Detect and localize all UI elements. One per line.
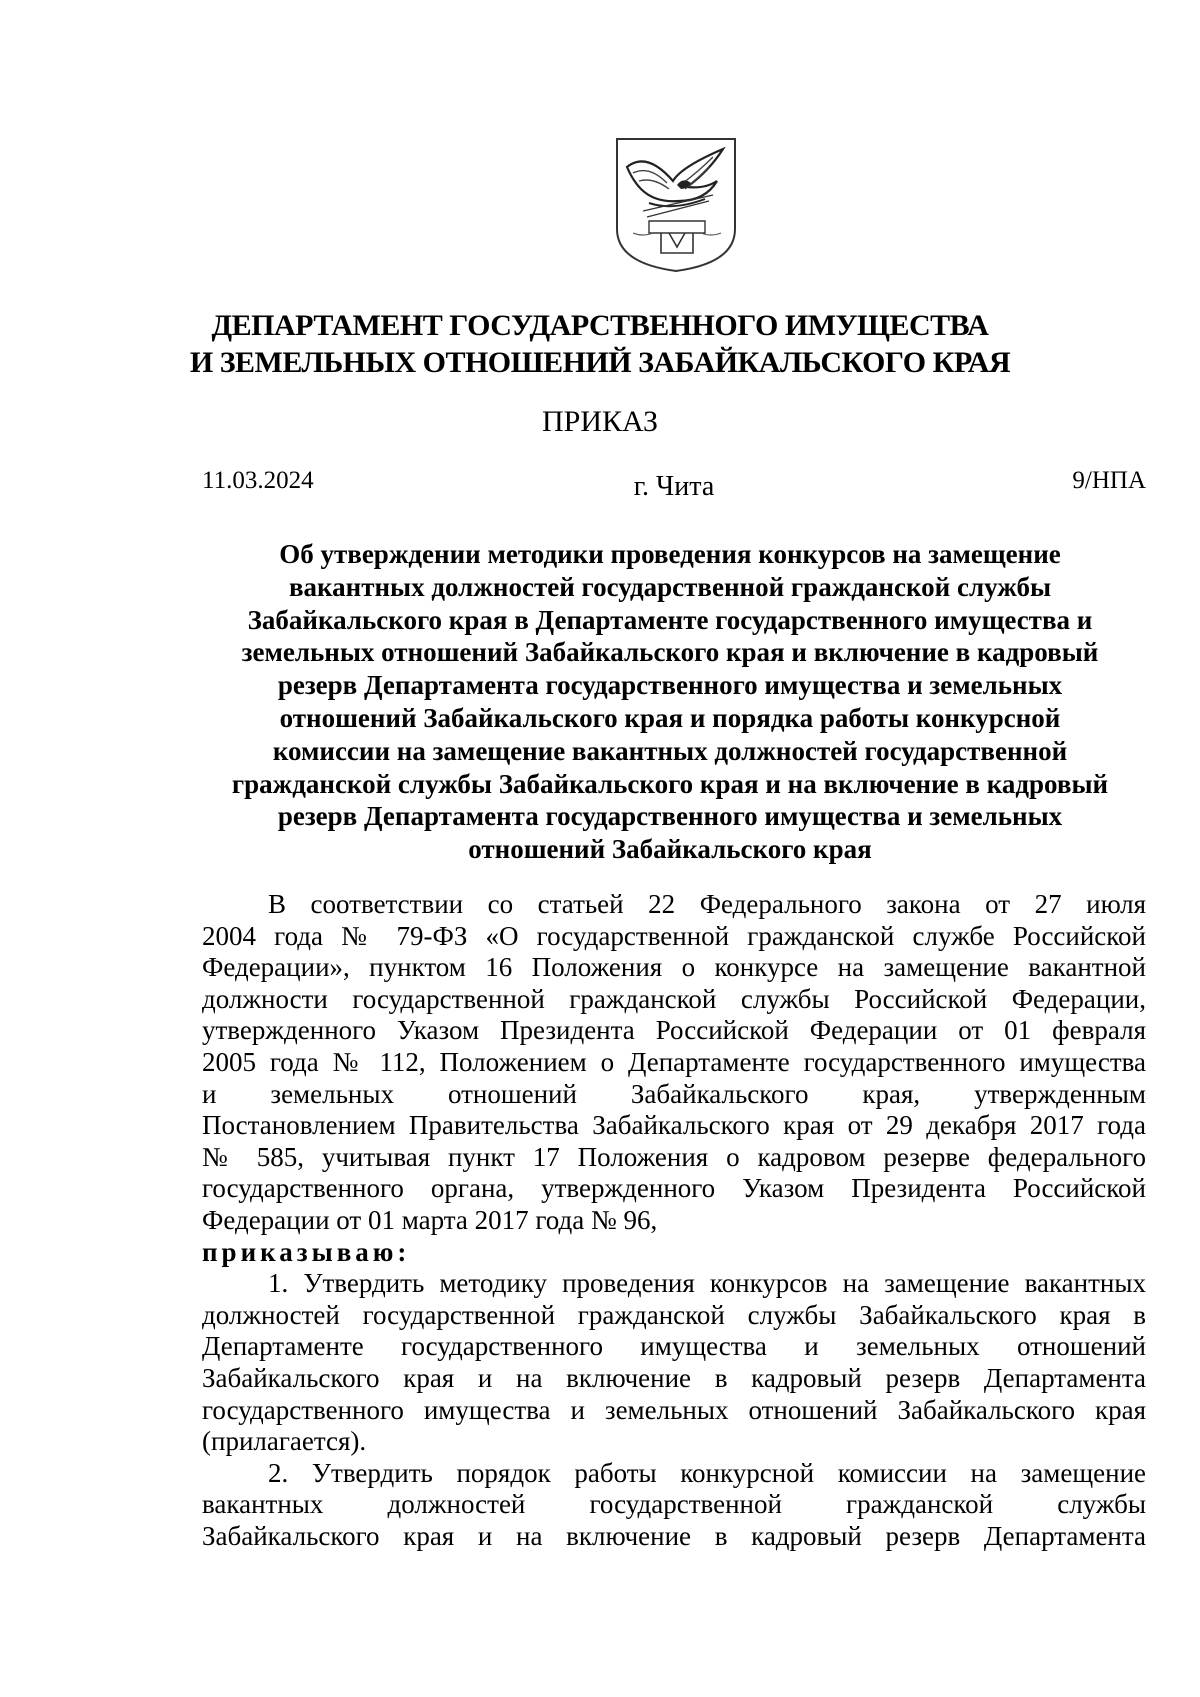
document-body [202,889,1146,1552]
preamble-line: и земельных отношений Забайкальского края, утвержденным [202,1078,1146,1109]
item-line: Забайкальского края и на включение в кадровый резерв Департамента [202,1362,1146,1393]
item-line: государственного имущества и земельных отношений Забайкальского края [202,1394,1146,1425]
preamble-line: государственного органа, утвержденного Указом Президента Российской [202,1173,1146,1204]
order-item-2 [202,1458,1146,1553]
document-type: ПРИКАЗ [542,405,658,438]
document-date: 11.03.2024 [202,467,314,494]
item-line: (прилагается). [202,1426,367,1457]
order-item-1 [202,1268,1146,1458]
department-title-line: ДЕПАРТАМЕНТ ГОСУДАРСТВЕННОГО ИМУЩЕСТВА [211,309,989,342]
coat-of-arms-icon [613,137,739,273]
subject-line: отношений Забайкальского края [468,834,872,865]
preamble-line: № 585, учитывая пункт 17 Положения о кадровом резерве федерального [202,1141,1146,1172]
subject-line: отношений Забайкальского края и порядка работы конкурсной [279,702,1061,733]
department-title [0,307,1200,381]
subject-line: резерв Департамента государственного имущества и земельных [277,670,1063,701]
preamble-line: В соответствии со статьей 22 Федерального закона от 27 июля [268,889,1146,919]
item-line: Забайкальского края и на включение в кадровый резерв Департамента [202,1520,1146,1551]
preamble-paragraph [202,889,1146,1237]
subject-line: вакантных должностей государственной гражданской службы [288,571,1052,602]
preamble-line: Федерации от 01 марта 2017 года № 96, [202,1204,658,1235]
document-subject [190,538,1150,866]
document-meta-row [202,467,1146,503]
document-city: г. Чита [633,471,715,502]
subject-line: комиссии на замещение вакантных должностей государственной [272,735,1068,766]
preamble-line: Постановлением Правительства Забайкальского края от 29 декабря 2017 года [202,1110,1146,1141]
order-verb: приказываю: [202,1236,411,1267]
subject-line: резерв Департамента государственного имущества и земельных [277,801,1063,832]
preamble-line: Федерации», пунктом 16 Положения о конкурсе на замещение вакантной [202,952,1146,983]
item-line: Департаменте государственного имущества и земельных отношений [202,1331,1146,1362]
subject-line: Забайкальского края в Департаменте государственного имущества и [247,604,1093,635]
document-number: 9/НПА [1072,467,1146,494]
item-line: вакантных должностей государственной гражданской службы [202,1489,1146,1520]
subject-line: земельных отношений Забайкальского края и включение в кадровый [241,637,1099,668]
preamble-line: 2004 года № 79-ФЗ «О государственной гражданской службе Российской [202,920,1146,951]
subject-line: Об утверждении методики проведения конкурсов на замещение [279,539,1061,569]
preamble-line: должности государственной гражданской службы Российской Федерации, [202,983,1146,1014]
department-title-line: И ЗЕМЕЛЬНЫХ ОТНОШЕНИЙ ЗАБАЙКАЛЬСКОГО КРАЯ [189,346,1011,379]
subject-line: гражданской службы Забайкальского края и на включение в кадровый [231,768,1109,799]
item-line: 1. Утвердить методику проведения конкурсов на замещение вакантных [268,1268,1146,1299]
preamble-line: утвержденного Указом Президента Российской Федерации от 01 февраля [202,1015,1146,1046]
item-line: должностей государственной гражданской службы Забайкальского края в [202,1299,1146,1330]
preamble-line: 2005 года № 112, Положением о Департаменте государственного имущества [202,1046,1146,1077]
item-line: 2. Утвердить порядок работы конкурсной комиссии на замещение [268,1457,1146,1488]
coat-of-arms-emblem [613,137,739,273]
